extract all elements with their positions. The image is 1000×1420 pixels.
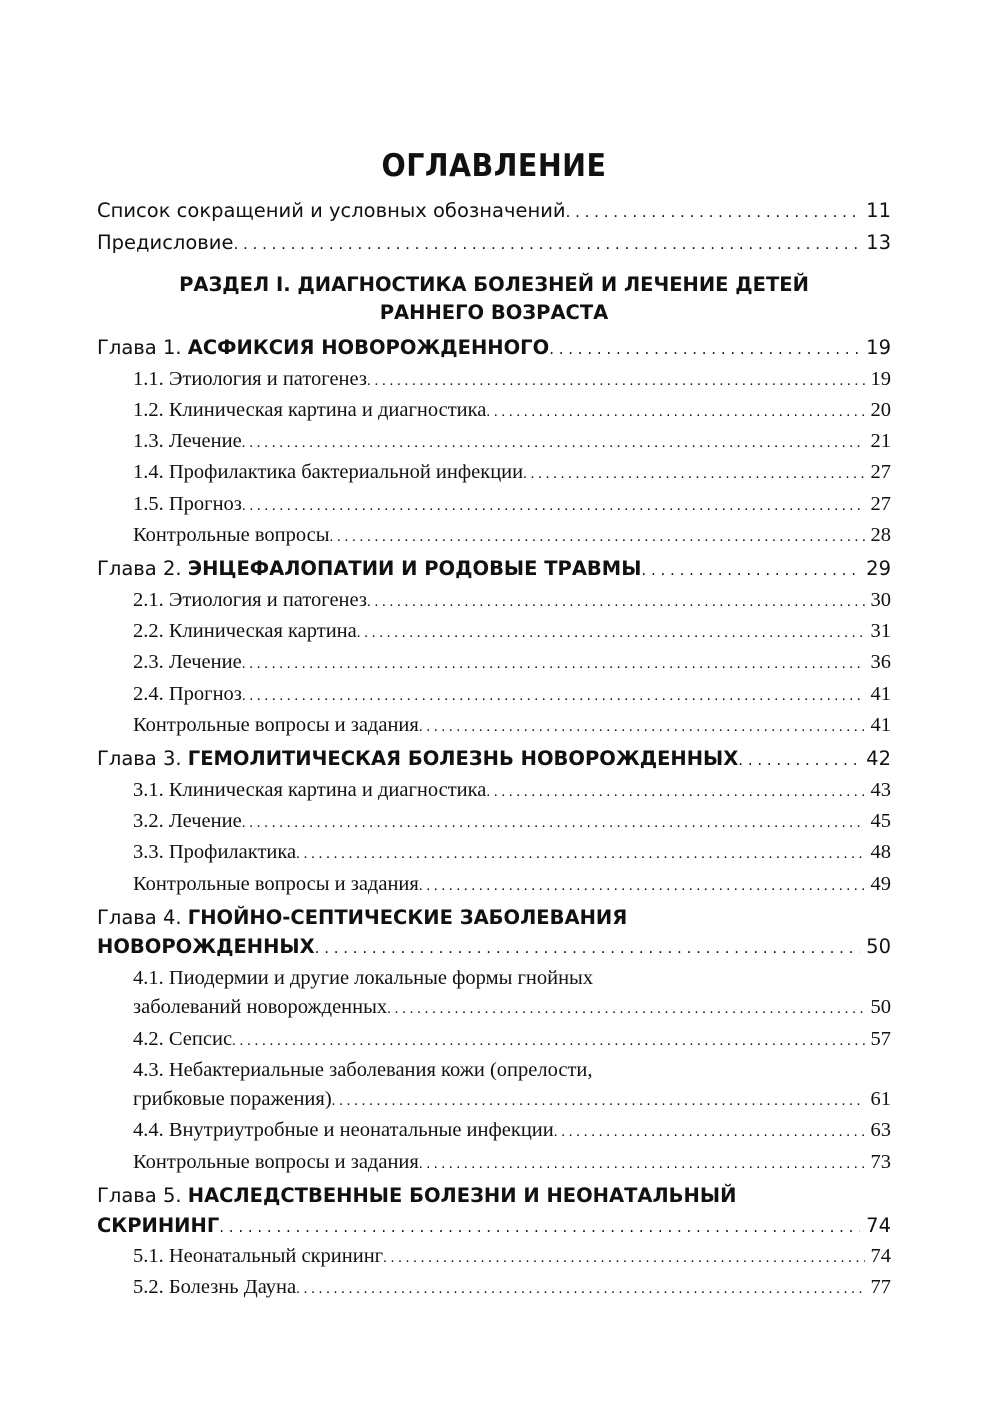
- toc-chapter-4-line1[interactable]: [97, 903, 891, 933]
- toc-label: 2.4. Прогноз: [133, 682, 242, 705]
- toc-page-number: 30: [870, 588, 891, 611]
- chapter-prefix: Глава 3.: [97, 747, 182, 771]
- toc-item[interactable]: [97, 680, 891, 711]
- dot-leader: [486, 398, 864, 427]
- dot-leader: [315, 934, 861, 964]
- dot-leader: [242, 650, 865, 679]
- toc-page-number: 57: [870, 1027, 891, 1050]
- dot-leader: [232, 1027, 864, 1056]
- toc-label: Контрольные вопросы и задания: [133, 713, 419, 736]
- toc-item[interactable]: [97, 993, 891, 1024]
- toc-entry-abbreviations[interactable]: [97, 196, 891, 228]
- toc-page-number: 77: [870, 1276, 891, 1299]
- toc-item[interactable]: [97, 1116, 891, 1147]
- toc-item[interactable]: [97, 870, 891, 901]
- toc-page-number: 50: [866, 935, 891, 959]
- toc-item[interactable]: [97, 1242, 891, 1273]
- toc-chapter-5-line2[interactable]: [97, 1211, 891, 1243]
- toc-item[interactable]: [97, 1273, 891, 1304]
- chapter-prefix: Глава 2.: [97, 557, 182, 581]
- toc-label: Контрольные вопросы: [133, 523, 330, 546]
- toc-page-number: 73: [870, 1150, 891, 1173]
- dot-leader: [296, 1275, 864, 1304]
- toc-label: 5.1. Неонатальный скрининг: [133, 1245, 384, 1268]
- toc-page-number: 45: [870, 810, 891, 833]
- toc-item[interactable]: [97, 711, 891, 742]
- dot-leader: [387, 995, 864, 1024]
- chapter-title: ЭНЦЕФАЛОПАТИИ И РОДОВЫЕ ТРАВМЫ: [187, 557, 642, 581]
- toc-page-number: 74: [866, 1213, 891, 1237]
- section-heading: [97, 271, 891, 327]
- toc-page-number: 31: [870, 620, 891, 643]
- toc-label: 1.3. Лечение: [133, 430, 242, 453]
- toc-item[interactable]: [97, 648, 891, 679]
- dot-leader: [486, 778, 864, 807]
- toc-page-number: 74: [870, 1245, 891, 1268]
- table-of-contents: [97, 148, 891, 1305]
- toc-label: 4.4. Внутриутробные и неонатальные инфекции: [133, 1119, 554, 1142]
- toc-item-line1[interactable]: 4.3. Небактериальные заболевания кожи (опрелости,: [133, 1058, 593, 1081]
- toc-label: 1.2. Клиническая картина и диагностика: [133, 398, 487, 421]
- toc-label: Контрольные вопросы и задания: [133, 1150, 419, 1173]
- dot-leader: [219, 1213, 860, 1243]
- toc-page-number: 63: [870, 1119, 891, 1142]
- dot-leader: [367, 367, 865, 396]
- toc-label: 1.5. Прогноз: [133, 492, 242, 515]
- toc-page-number: 42: [866, 747, 891, 771]
- toc-label: 3.1. Клиническая картина и диагностика: [133, 778, 487, 801]
- chapter-title: АСФИКСИЯ НОВОРОЖДЕННОГО: [187, 336, 550, 359]
- toc-page-number: 19: [870, 367, 891, 390]
- chapter-title-line2: СКРИНИНГ: [97, 1213, 220, 1237]
- toc-item[interactable]: [97, 427, 891, 458]
- section-heading-line1: РАЗДЕЛ I. ДИАГНОСТИКА БОЛЕЗНЕЙ И ЛЕЧЕНИЕ ДЕТЕЙ: [179, 273, 809, 296]
- toc-page-number: 11: [866, 199, 891, 222]
- toc-label: грибковые поражения): [133, 1088, 332, 1111]
- toc-page-number: 29: [866, 557, 891, 581]
- toc-chapter-5-line1[interactable]: [97, 1181, 891, 1211]
- toc-label: 1.1. Этиология и патогенез: [133, 367, 367, 390]
- section-heading-line2: РАННЕГО ВОЗРАСТА: [379, 301, 609, 324]
- dot-leader: [383, 1244, 864, 1273]
- toc-item[interactable]: [97, 776, 891, 807]
- toc-chapter-4-line2[interactable]: [97, 932, 891, 964]
- toc-item[interactable]: [97, 490, 891, 521]
- dot-leader: [554, 1118, 865, 1147]
- toc-label: 4.2. Сепсис: [133, 1027, 233, 1050]
- dot-leader: [738, 746, 860, 776]
- toc-label: 5.2. Болезнь Дауна: [133, 1276, 297, 1299]
- toc-entry-preface[interactable]: [97, 228, 891, 260]
- chapter-prefix: Глава 1.: [97, 336, 182, 359]
- chapter-title-line2: НОВОРОЖДЕННЫХ: [97, 935, 315, 959]
- dot-leader: [419, 1150, 865, 1179]
- toc-item[interactable]: [97, 458, 891, 489]
- dot-leader: [242, 809, 865, 838]
- toc-label: заболеваний новорожденных: [133, 996, 388, 1019]
- toc-page-number: 50: [870, 996, 891, 1019]
- toc-label: 1.4. Профилактика бактериальной инфекции: [133, 461, 524, 484]
- dot-leader: [330, 523, 865, 552]
- dot-leader: [367, 588, 865, 617]
- toc-page-number: 36: [870, 651, 891, 674]
- dot-leader: [419, 713, 865, 742]
- toc-item[interactable]: [97, 396, 891, 427]
- toc-page-number: 20: [870, 398, 891, 421]
- toc-page-number: 13: [866, 230, 891, 254]
- chapter-title: ГЕМОЛИТИЧЕСКАЯ БОЛЕЗНЬ НОВОРОЖДЕННЫХ: [187, 747, 739, 771]
- toc-page-number: 41: [870, 682, 891, 705]
- toc-label: Контрольные вопросы и задания: [133, 872, 419, 895]
- dot-leader: [566, 198, 861, 228]
- page-title: ОГЛАВЛЕНИЕ: [381, 148, 607, 184]
- toc-item-line1[interactable]: 4.1. Пиодермии и другие локальные формы гнойных: [133, 966, 594, 989]
- dot-leader: [523, 460, 864, 489]
- toc-page-number: 61: [870, 1088, 891, 1111]
- toc-page-number: 27: [870, 461, 891, 484]
- toc-label: 2.2. Клиническая картина: [133, 620, 357, 643]
- toc-item[interactable]: [97, 807, 891, 838]
- toc-label: 2.3. Лечение: [133, 651, 242, 674]
- toc-item[interactable]: [97, 838, 891, 869]
- dot-leader: [242, 492, 865, 521]
- toc-item[interactable]: [97, 1148, 891, 1179]
- toc-page-number: 21: [870, 430, 891, 453]
- toc-page-number: 27: [870, 492, 891, 515]
- toc-chapter-3[interactable]: [97, 744, 891, 776]
- toc-chapter-2[interactable]: [97, 554, 891, 586]
- toc-item[interactable]: [97, 617, 891, 648]
- toc-page-number: 28: [870, 523, 891, 546]
- toc-label: 2.1. Этиология и патогенез: [133, 588, 367, 611]
- dot-leader: [242, 682, 865, 711]
- toc-chapter-1[interactable]: [97, 333, 891, 365]
- dot-leader: [641, 556, 860, 586]
- toc-item[interactable]: [97, 1025, 891, 1056]
- toc-item[interactable]: [97, 586, 891, 617]
- dot-leader: [296, 840, 864, 869]
- dot-leader: [357, 619, 865, 648]
- toc-label: Список сокращений и условных обозначений: [97, 199, 566, 222]
- chapter-title-line1: НАСЛЕДСТВЕННЫЕ БОЛЕЗНИ И НЕОНАТАЛЬНЫЙ: [187, 1184, 737, 1208]
- toc-page-number: 41: [870, 713, 891, 736]
- toc-label: 3.2. Лечение: [133, 810, 242, 833]
- chapter-prefix: Глава 4.: [97, 905, 182, 929]
- toc-item[interactable]: [97, 365, 891, 396]
- dot-leader: [332, 1087, 865, 1116]
- chapter-prefix: Глава 5.: [97, 1184, 182, 1208]
- toc-label: Предисловие: [97, 230, 234, 254]
- chapter-title-line1: ГНОЙНО-СЕПТИЧЕСКИЕ ЗАБОЛЕВАНИЯ: [187, 905, 628, 929]
- dot-leader: [242, 429, 865, 458]
- dot-leader: [419, 872, 865, 901]
- toc-page-number: 49: [870, 872, 891, 895]
- toc-label: 3.3. Профилактика: [133, 841, 297, 864]
- toc-item[interactable]: [97, 521, 891, 552]
- dot-leader: [233, 230, 860, 260]
- toc-item[interactable]: [97, 1085, 891, 1116]
- toc-page-number: 43: [870, 778, 891, 801]
- dot-leader: [549, 335, 860, 365]
- toc-page-number: 19: [866, 336, 891, 359]
- toc-page-number: 48: [870, 841, 891, 864]
